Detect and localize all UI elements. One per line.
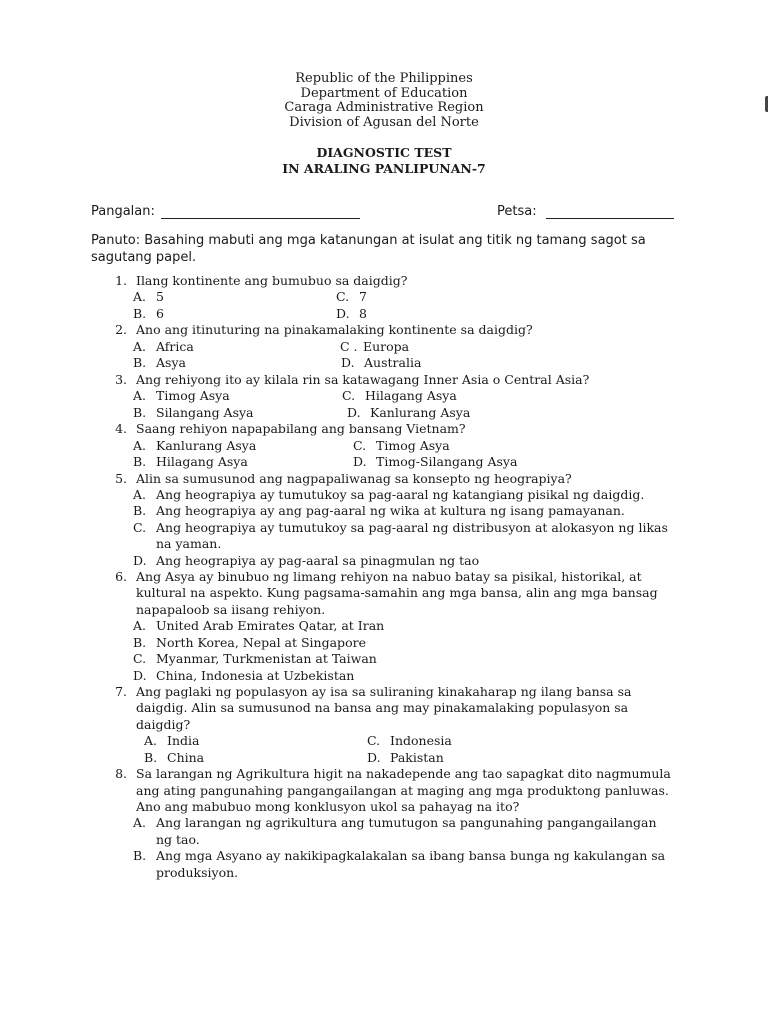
- option-letter: B.: [133, 454, 147, 470]
- question-number: 4.: [115, 421, 127, 437]
- option-text: 7: [359, 289, 367, 305]
- option-text: Myanmar, Turkmenistan at Taiwan: [156, 651, 377, 667]
- option-text: United Arab Emirates Qatar, at Iran: [156, 618, 385, 634]
- option-d: [341, 355, 421, 371]
- option-letter: C.: [336, 289, 350, 305]
- option-b: [91, 635, 691, 651]
- option-text: 8: [359, 305, 367, 321]
- option-text: 6: [156, 305, 164, 321]
- option-d: [91, 553, 691, 569]
- date-blank-line: [546, 218, 674, 219]
- option-text: Indonesia: [390, 733, 452, 749]
- option-letter: B.: [133, 503, 147, 519]
- option-text: Pakistan: [390, 749, 444, 765]
- option-letter: C.: [133, 519, 147, 535]
- option-a: [144, 733, 199, 749]
- question-number: 8.: [115, 766, 127, 782]
- date-label: Petsa:: [497, 204, 537, 219]
- option-letter: A.: [133, 815, 147, 831]
- option-a: [133, 289, 164, 305]
- option-letter: B.: [133, 305, 147, 321]
- option-text: Silangang Asya: [156, 404, 254, 420]
- option-c: [336, 289, 367, 305]
- question-text: Ang paglaki ng populasyon ay isa sa suliraning kinakaharap ng ilang bansa sa daigdig. Alin sa sumusunod na bansa ang may pinakamalaking populasyon sa daigdig?: [136, 683, 632, 732]
- option-text: Ang heograpiya ay pag-aaral sa pinagmulan ng tao: [156, 552, 480, 568]
- option-text: Ang mga Asyano ay nakikipagkalakalan sa ibang bansa bunga ng kakulangan sa produksiyon.: [156, 848, 666, 880]
- option-text: Hilagang Asya: [156, 454, 248, 470]
- option-a: [133, 388, 230, 404]
- option-letter: B.: [133, 848, 147, 864]
- question-text: Ano ang itinuturing na pinakamalaking kontinente sa daigdig?: [136, 322, 533, 338]
- option-letter: A.: [144, 733, 158, 749]
- option-letter: A.: [133, 437, 147, 453]
- test-title-line1: DIAGNOSTIC TEST: [316, 145, 452, 160]
- question-text: Ilang kontinente ang bumubuo sa daigdig?: [136, 273, 408, 288]
- option-text: Africa: [156, 338, 194, 354]
- question-text: Ang rehiyong ito ay kilala rin sa katawagang Inner Asia o Central Asia?: [136, 371, 590, 387]
- option-d: [91, 668, 691, 684]
- option-text: Kanlurang Asya: [156, 437, 257, 453]
- option-d: [347, 405, 470, 421]
- instructions: Panuto: Basahing mabuti ang mga katanungan at isulat ang titik ng tamang sagot sa sagutang papel.: [91, 233, 646, 265]
- option-d: [336, 306, 367, 322]
- header-region: Caraga Administrative Region: [284, 100, 484, 115]
- question-text: Alin sa sumusunod ang nagpapaliwanag sa konsepto ng heograpiya?: [136, 470, 572, 486]
- option-text: Ang heograpiya ay tumutukoy sa pag-aaral ng distribusyon at alokasyon ng likas na yaman.: [156, 519, 668, 552]
- option-letter: A.: [133, 388, 147, 404]
- name-blank-line: [161, 218, 360, 219]
- option-text: Australia: [364, 355, 422, 371]
- option-a: [91, 487, 691, 503]
- option-letter: D.: [341, 355, 355, 371]
- option-text: Asya: [156, 355, 186, 371]
- option-b: [91, 503, 691, 519]
- question-number: 3.: [115, 371, 127, 387]
- option-text: Europa: [363, 338, 410, 354]
- question-text: Sa larangan ng Agrikultura higit na nakadepende ang tao sapagkat dito nagmumula ang ating pangunahing pangangailangan at maging ang mga produktong panluwas. Ano ang mabubuo mong konklusyon ukol sa pahayag na ito?: [136, 766, 671, 814]
- option-b: [133, 454, 248, 470]
- question-text: Ang Asya ay binubuo ng limang rehiyon na nabuo batay sa pisikal, historikal, at kultural na aspekto. Kung pagsama-samahin ang mga bansa, alin ang mga bansag napapaloob sa iisang rehiyon.: [136, 569, 658, 617]
- option-letter: C.: [133, 651, 147, 667]
- option-a: [91, 618, 691, 634]
- option-letter: B.: [133, 355, 147, 371]
- option-d: [353, 454, 517, 470]
- option-text: China: [167, 749, 205, 765]
- option-text: Ang larangan ng agrikultura ang tumutugon sa pangunahing pangangailangan ng tao.: [156, 815, 657, 847]
- question-item: [91, 471, 691, 569]
- question-item: [91, 569, 691, 684]
- option-c: [367, 733, 452, 749]
- option-text: India: [167, 733, 200, 749]
- header-republic: Republic of the Philippines: [295, 71, 473, 86]
- option-text: Ang heograpiya ay ang pag-aaral ng wika at kultura ng isang pamayanan.: [156, 503, 625, 519]
- option-letter: A.: [133, 618, 147, 634]
- test-title: [0, 145, 768, 176]
- option-b: [91, 848, 691, 881]
- option-text: China, Indonesia at Uzbekistan: [156, 667, 355, 683]
- option-b: [133, 306, 164, 322]
- question-item: [91, 766, 691, 881]
- option-text: Hilagang Asya: [365, 388, 457, 404]
- question-item: [91, 684, 691, 766]
- option-letter: C .: [340, 338, 358, 354]
- option-letter: D.: [347, 404, 361, 420]
- option-text: North Korea, Nepal at Singapore: [156, 634, 366, 650]
- option-text: Ang heograpiya ay tumutukoy sa pag-aaral ng katangiang pisikal ng daigdig.: [156, 487, 645, 503]
- question-item: [91, 273, 691, 322]
- option-b: [133, 355, 186, 371]
- option-letter: D.: [367, 749, 381, 765]
- option-c: [91, 520, 691, 553]
- option-letter: B.: [133, 404, 147, 420]
- option-d: [367, 750, 444, 766]
- name-date-row: [91, 204, 691, 222]
- option-letter: B.: [133, 634, 147, 650]
- question-text: Saang rehiyon napapabilang ang bansang Vietnam?: [136, 421, 466, 437]
- option-letter: C.: [367, 733, 381, 749]
- option-letter: C.: [342, 388, 356, 404]
- question-list: [91, 273, 691, 881]
- test-title-line2: IN ARALING PANLIPUNAN-7: [282, 160, 486, 176]
- option-text: Timog Asya: [376, 437, 450, 453]
- option-b: [133, 405, 254, 421]
- option-c: [91, 651, 691, 667]
- option-letter: D.: [353, 454, 367, 470]
- question-number: 5.: [115, 470, 127, 486]
- question-item: [91, 322, 691, 371]
- option-letter: C.: [353, 437, 367, 453]
- option-letter: D.: [336, 305, 350, 321]
- question-number: 7.: [115, 683, 127, 699]
- question-number: 1.: [115, 273, 127, 288]
- question-number: 6.: [115, 569, 127, 585]
- option-letter: D.: [133, 552, 147, 568]
- option-letter: D.: [133, 667, 147, 683]
- option-a: [133, 438, 256, 454]
- header-department: Department of Education: [300, 85, 468, 101]
- option-a: [133, 339, 194, 355]
- name-label: Pangalan:: [91, 204, 155, 219]
- option-c: [340, 339, 409, 355]
- option-letter: A.: [133, 338, 147, 354]
- question-number: 2.: [115, 322, 127, 338]
- question-item: [91, 421, 691, 470]
- header-division: Division of Agusan del Norte: [289, 114, 479, 130]
- option-c: [342, 388, 457, 404]
- option-text: Timog Asya: [156, 388, 230, 404]
- option-text: Timog-Silangang Asya: [376, 454, 518, 470]
- option-letter: A.: [133, 487, 147, 503]
- option-text: 5: [156, 289, 164, 305]
- option-text: Kanlurang Asya: [370, 404, 471, 420]
- option-letter: A.: [133, 289, 147, 305]
- option-b: [144, 750, 204, 766]
- option-a: [91, 815, 691, 848]
- question-item: [91, 372, 691, 421]
- option-c: [353, 438, 450, 454]
- option-letter: B.: [144, 749, 158, 765]
- document-header: [0, 72, 768, 130]
